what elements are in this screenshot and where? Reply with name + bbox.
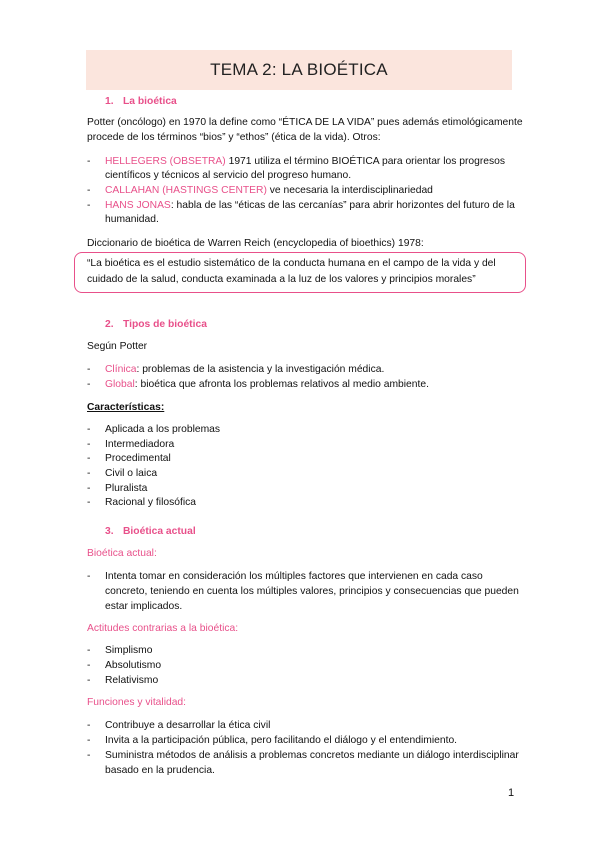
subheading: Características:	[87, 402, 165, 413]
list-item: Contribuye a desarrollar la ética civil	[105, 720, 271, 731]
bullet-marker: -	[87, 453, 91, 464]
list-item: Intermediadora	[105, 439, 175, 450]
list-item: CALLAHAN (HASTINGS CENTER) ve necesaria la interdisciplinariedad	[105, 185, 433, 196]
quote-line: “La bioética es el estudio sistemático de la conducta humana en el campo de la vida y del	[87, 258, 496, 269]
bullet-marker: -	[87, 675, 91, 686]
list-item: Suministra métodos de análisis a problemas concretos mediante un diálogo interdisciplinar	[105, 750, 519, 761]
list-item-continuation: estar implicados.	[105, 601, 183, 612]
bullet-marker: -	[87, 497, 91, 508]
page-number: 1	[508, 787, 515, 799]
quote-line: cuidado de la salud, conducta examinada a la luz de los valores y principios morales”	[87, 274, 476, 285]
section-heading-1: 1. La bioética	[105, 96, 177, 107]
bullet-marker: -	[87, 735, 91, 746]
list-item: Intenta tomar en consideración los múltiples factores que intervienen en cada caso	[105, 571, 483, 582]
list-item: Aplicada a los problemas	[105, 424, 221, 435]
section-heading-3: 3. Bioética actual	[105, 526, 196, 537]
list-item: Civil o laica	[105, 468, 158, 479]
list-item: HELLEGERS (OBSETRA) 1971 utiliza el término BIOÉTICA para orientar los progresos	[105, 156, 506, 167]
page-title: TEMA 2: LA BIOÉTICA	[210, 60, 388, 79]
bullet-marker: -	[87, 720, 91, 731]
paragraph-line: procede de los términos “bios” y “ethos” (ética de la vida). Otros:	[87, 132, 381, 143]
bullet-marker: -	[87, 439, 91, 450]
bullet-marker: -	[87, 571, 91, 582]
list-item-continuation: humanidad.	[105, 214, 159, 225]
list-item-continuation: concreto, teniendo en cuenta los múltiples valores, principios y consecuencias que pueden	[105, 586, 519, 597]
bullet-marker: -	[87, 468, 91, 479]
list-item: Racional y filosófica	[105, 497, 196, 508]
list-item: Global: bioética que afronta los problemas relativos al medio ambiente.	[105, 379, 429, 390]
bullet-marker: -	[87, 645, 91, 656]
subheading: Actitudes contrarias a la bioética:	[87, 623, 239, 634]
list-item: Pluralista	[105, 483, 148, 494]
subheading: Bioética actual:	[87, 548, 157, 559]
bullet-marker: -	[87, 156, 91, 167]
list-item: Relativismo	[105, 675, 159, 686]
list-item: Absolutismo	[105, 660, 162, 671]
list-item: Invita a la participación pública, pero facilitando el diálogo y el entendimiento.	[105, 735, 458, 746]
section-heading-2: 2. Tipos de bioética	[105, 319, 207, 330]
bullet-marker: -	[87, 483, 91, 494]
bullet-marker: -	[87, 424, 91, 435]
bullet-marker: -	[87, 200, 91, 211]
list-item: Simplismo	[105, 645, 153, 656]
list-item: HANS JONAS: habla de las “éticas de las cercanías” para abrir horizontes del futuro de la	[105, 200, 515, 211]
paragraph-line: Potter (oncólogo) en 1970 la define como “ÉTICA DE LA VIDA” pues además etimológicamente	[87, 117, 523, 128]
subheading: Funciones y vitalidad:	[87, 697, 187, 708]
title-band	[86, 50, 512, 90]
bullet-marker: -	[87, 185, 91, 196]
bullet-marker: -	[87, 364, 91, 375]
paragraph-line: Diccionario de bioética de Warren Reich (encyclopedia of bioethics) 1978:	[87, 238, 424, 249]
list-item-continuation: basado en la prudencia.	[105, 765, 215, 776]
paragraph-line: Según Potter	[87, 341, 148, 352]
list-item: Procedimental	[105, 453, 171, 464]
bullet-marker: -	[87, 660, 91, 671]
list-item-continuation: científicos y técnicos al servicio del progreso humano.	[105, 170, 352, 181]
list-item: Clínica: problemas de la asistencia y la investigación médica.	[105, 364, 385, 375]
bullet-marker: -	[87, 750, 91, 761]
bullet-marker: -	[87, 379, 91, 390]
